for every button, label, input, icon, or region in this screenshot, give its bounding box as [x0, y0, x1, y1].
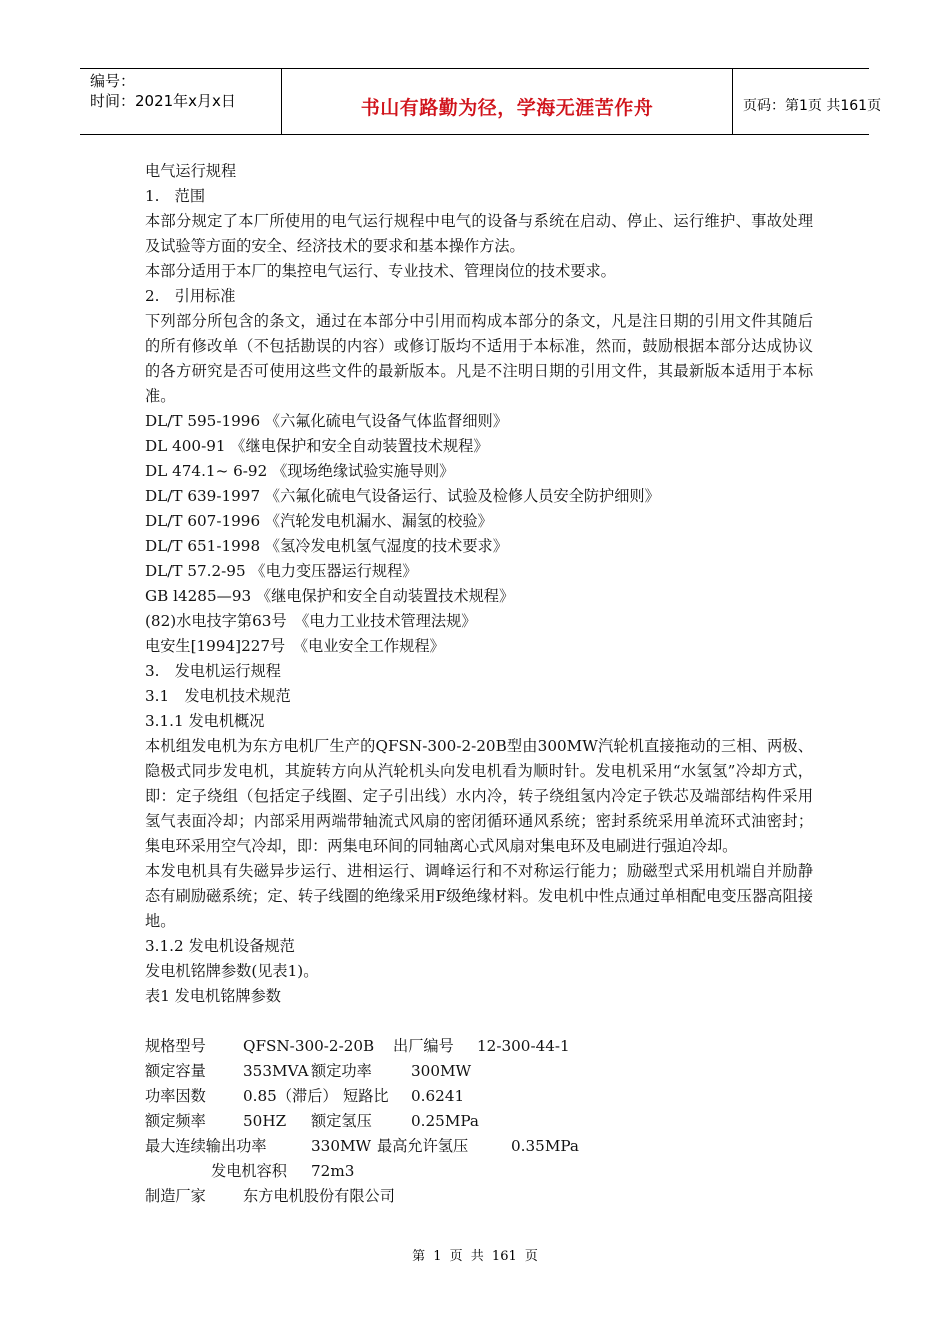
spec-value: 72m3 — [311, 1162, 355, 1180]
paragraph-references-intro: 下列部分所包含的条文，通过在本部分中引用而构成本部分的条文，凡是注日期的引用文件其随后的所有修改单（不包括勘误的内容）或修订版均不适用于本标准，然而，鼓励根据本部分达成协议的各方研究是否可使用这些文件的最新版本。凡是不注明日期的引用文件，其最新版本适用于本标准。 — [145, 312, 813, 405]
spec-value: 东方电机股份有限公司 — [243, 1187, 395, 1205]
reference-item: DL/T 57.2-95 《电力变压器运行规程》 — [145, 562, 418, 580]
reference-item: DL 400-91 《继电保护和安全自动装置技术规程》 — [145, 437, 489, 455]
reference-item: DL/T 639-1997 《六氟化硫电气设备运行、试验及检修人员安全防护细则》 — [145, 487, 660, 505]
spec-value: 300MW — [411, 1062, 472, 1080]
spec-row — [145, 1159, 813, 1184]
header-right-cell — [733, 69, 882, 134]
spec-value: 50HZ — [243, 1112, 287, 1130]
spacer — [145, 1009, 813, 1034]
spec-label: 出厂编号 — [393, 1037, 454, 1055]
paragraph-generator-capability: 本发电机具有失磁异步运行、进相运行、调峰运行和不对称运行能力；励磁型式采用机端自并励静态有刷励磁系统；定、转子线圈的绝缘采用F级绝缘材料。发电机中性点通过单相配电变压器高阻接地。 — [145, 862, 813, 930]
spec-label: 额定容量 — [145, 1062, 206, 1080]
number-label: 编号： — [90, 72, 136, 90]
header-motto: 书山有路勤为径，学海无涯苦作舟 — [360, 97, 654, 119]
reference-item: DL/T 651-1998 《氢冷发电机氢气湿度的技术要求》 — [145, 537, 508, 555]
section-heading-3-1: 3.1 发电机技术规范 — [145, 687, 291, 705]
spec-label: 制造厂家 — [145, 1187, 206, 1205]
reference-item: GB l4285—93 《继电保护和安全自动装置技术规程》 — [145, 587, 515, 605]
header-middle-cell — [282, 69, 733, 134]
reference-item: DL/T 595-1996 《六氟化硫电气设备气体监督细则》 — [145, 412, 508, 430]
spec-label: 额定频率 — [145, 1112, 206, 1130]
spec-row — [145, 1059, 813, 1084]
spec-value: 0.25MPa — [411, 1112, 479, 1130]
spec-value: QFSN-300-2-20B — [243, 1037, 375, 1055]
spec-label: 最高允许氢压 — [377, 1137, 469, 1155]
reference-item: (82)水电技字第63号 《电力工业技术管理法规》 — [145, 612, 477, 630]
reference-item: DL 474.1~ 6-92 《现场绝缘试验实施导则》 — [145, 462, 455, 480]
spec-value: 0.85（滞后） — [243, 1087, 338, 1105]
paragraph-nameplate-ref: 发电机铭牌参数(见表1)。 — [145, 962, 319, 980]
spec-value: 330MW — [311, 1137, 372, 1155]
document-title: 电气运行规程 — [145, 162, 237, 180]
spec-row — [145, 1034, 813, 1059]
spec-value: 12-300-44-1 — [477, 1037, 570, 1055]
document-body — [145, 159, 813, 1209]
spec-row — [145, 1084, 813, 1109]
spec-row — [145, 1134, 813, 1159]
spec-label: 功率因数 — [145, 1087, 206, 1105]
section-heading-3-1-2: 3.1.2 发电机设备规范 — [145, 937, 295, 955]
page-footer: 第 1 页 共 161 页 — [412, 1249, 538, 1264]
section-heading-3: 3. 发电机运行规程 — [145, 662, 281, 680]
time-label: 时间：2021年x月x日 — [90, 92, 236, 110]
spec-value: 0.35MPa — [511, 1137, 579, 1155]
spec-label: 发电机容积 — [211, 1162, 287, 1180]
spec-row — [145, 1184, 813, 1209]
paragraph-scope: 本部分规定了本厂所使用的电气运行规程中电气的设备与系统在启动、停止、运行维护、事故处理及试验等方面的安全、经济技术的要求和基本操作方法。 — [145, 212, 813, 255]
section-heading-1: 1. 范围 — [145, 187, 206, 205]
spec-label: 短路比 — [343, 1087, 389, 1105]
spec-label: 额定功率 — [311, 1062, 372, 1080]
spec-label: 规格型号 — [145, 1037, 206, 1055]
header-left-cell — [80, 69, 282, 134]
header-page-info: 页码：第1页 共161页 — [743, 98, 882, 114]
paragraph-applicability: 本部分适用于本厂的集控电气运行、专业技术、管理岗位的技术要求。 — [145, 262, 616, 280]
reference-item: 电安生[1994]227号 《电业安全工作规程》 — [145, 637, 445, 655]
spec-label: 额定氢压 — [311, 1112, 372, 1130]
section-heading-3-1-1: 3.1.1 发电机概况 — [145, 712, 265, 730]
paragraph-generator-overview: 本机组发电机为东方电机厂生产的QFSN-300-2-20B型由300MW汽轮机直接拖动的三相、两极、隐极式同步发电机，其旋转方向从汽轮机头向发电机看为顺时针。发电机采用“水氢氢”冷却方式，即：定子绕组（包括定子线圈、定子引出线）水内冷，转子绕组氢内冷定子铁芯及端部结构件采用氢气表面冷却；内部采用两端带轴流式风扇的密闭循环通风系统；密封系统采用单流环式油密封；集电环采用空气冷却，即：两集电环间的同轴离心式风扇对集电环及电刷进行强迫冷却。 — [145, 737, 813, 855]
spec-label: 最大连续输出功率 — [145, 1137, 267, 1155]
table-caption: 表1 发电机铭牌参数 — [145, 987, 281, 1005]
reference-item: DL/T 607-1996 《汽轮发电机漏水、漏氢的校验》 — [145, 512, 493, 530]
section-heading-2: 2. 引用标准 — [145, 287, 236, 305]
page-header — [80, 68, 882, 135]
spec-value: 0.6241 — [411, 1087, 465, 1105]
spec-value: 353MVA — [243, 1062, 309, 1080]
spec-row — [145, 1109, 813, 1134]
